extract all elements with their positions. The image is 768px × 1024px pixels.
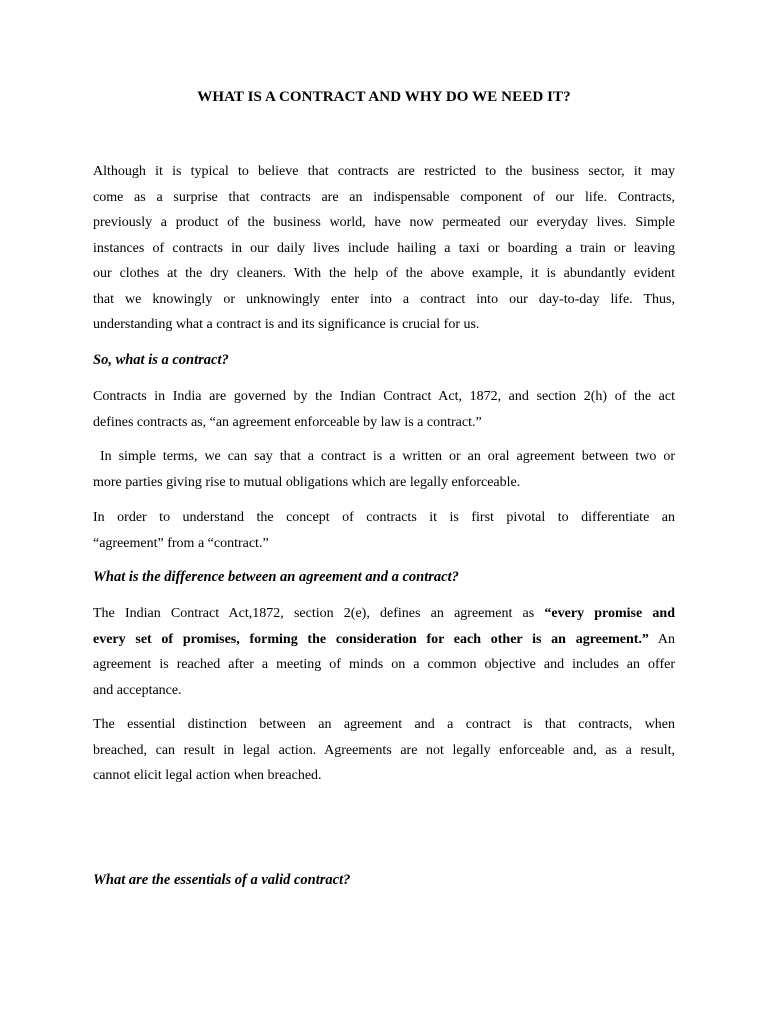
page-title: WHAT IS A CONTRACT AND WHY DO WE NEED IT?: [197, 89, 571, 105]
text-line: Contracts in India are governed by the Indian Contract Act, 1872, and section 2(h) of the act: [93, 389, 675, 404]
differentiate-paragraph: [93, 505, 675, 556]
text-line: understanding what a contract is and its significance is crucial for us.: [93, 317, 480, 332]
text-line: our clothes at the dry cleaners. With the help of the above example, it is abundantly evident: [93, 266, 675, 281]
text-line: [93, 601, 675, 627]
text-line: “agreement” from a “contract.”: [93, 535, 269, 551]
section-heading-agreement-vs-contract: What is the difference between an agreement and a contract?: [93, 569, 459, 585]
text-line: more parties giving rise to mutual obligations which are legally enforceable.: [93, 474, 521, 490]
agreement-definition-paragraph: [93, 601, 675, 703]
text-line: Although it is typical to believe that contracts are restricted to the business sector, it may: [93, 164, 675, 179]
section-heading-essentials: What are the essentials of a valid contract?: [93, 872, 351, 888]
text-line: and acceptance.: [93, 682, 182, 698]
intro-paragraph: [93, 159, 675, 338]
agreement-def-intro: The Indian Contract Act,1872, section 2(e), defines an agreement as: [93, 606, 545, 621]
text-line: breached, can result in legal action. Agreements are not legally enforceable and, as a result,: [93, 742, 675, 758]
text-line: come as a surprise that contracts are an indispensable component of our life. Contracts,: [93, 189, 675, 205]
agreement-def-quote-start: “every promise and: [544, 606, 675, 621]
text-line: that we knowingly or unknowingly enter into a contract into our day-to-day life. Thus,: [93, 291, 675, 307]
text-line: agreement is reached after a meeting of minds on a common objective and includes an offer: [93, 657, 675, 672]
text-line: In simple terms, we can say that a contract is a written or an oral agreement between two or: [93, 449, 675, 464]
text-line: In order to understand the concept of contracts it is first pivotal to differentiate an: [93, 510, 675, 525]
agreement-def-continue: An: [648, 631, 675, 647]
text-line: previously a product of the business world, have now permeated our everyday lives. Simple: [93, 215, 675, 230]
text-line: cannot elicit legal action when breached.: [93, 768, 322, 783]
text-line: The essential distinction between an agreement and a contract is that contracts, when: [93, 717, 675, 732]
definition-paragraph: [93, 384, 675, 435]
section-heading-what-is-contract: So, what is a contract?: [93, 352, 229, 368]
text-line: instances of contracts in our daily lives include hailing a taxi or boarding a train or leaving: [93, 240, 675, 256]
text-line: [93, 627, 675, 653]
simple-terms-paragraph: [93, 444, 675, 495]
distinction-paragraph: [93, 712, 675, 789]
text-line: defines contracts as, “an agreement enforceable by law is a contract.”: [93, 414, 482, 430]
agreement-def-quote-end: every set of promises, forming the consideration for each other is an agreement.”: [93, 631, 649, 647]
